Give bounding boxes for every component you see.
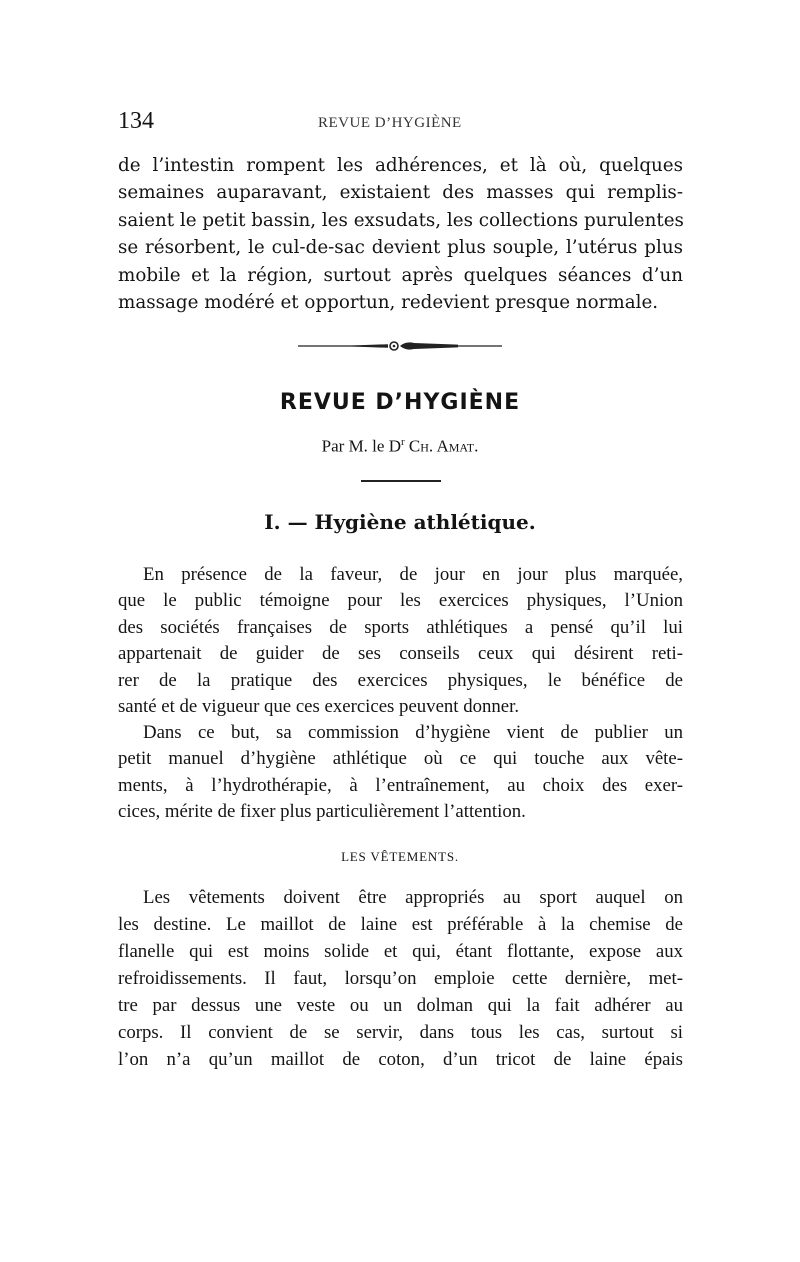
text-line: rer de la pratique des exercices physiques, le bénéfice de bbox=[118, 669, 683, 691]
byline-prefix: Par M. le D bbox=[321, 436, 401, 456]
subsection-heading: LES VÊTEMENTS. bbox=[341, 849, 459, 864]
text-line: des sociétés françaises de sports athlétiques a pensé qu’il lui bbox=[118, 616, 683, 638]
text-line: massage modéré et opportun, redevient presque normale. bbox=[118, 291, 659, 313]
paragraph-3 bbox=[118, 884, 683, 1073]
text-line: semaines auparavant, existaient des masses qui remplis- bbox=[118, 182, 683, 204]
author-name: Ch. Amat. bbox=[408, 436, 479, 456]
text-line: corps. Il convient de se servir, dans tous les cas, surtout si bbox=[118, 1022, 683, 1043]
running-title: REVUE D’HYGIÈNE bbox=[318, 115, 462, 131]
intro-paragraph bbox=[118, 152, 683, 316]
text-line: ments, à l’hydrothérapie, à l’entraînement, au choix des exer- bbox=[118, 774, 683, 796]
text-line: En présence de la faveur, de jour en jour plus marquée, bbox=[143, 564, 683, 585]
paragraph-2 bbox=[118, 720, 683, 826]
page-number: 134 bbox=[118, 108, 154, 134]
text-line: l’on n’a qu’un maillot de coton, d’un tricot de laine épais bbox=[118, 1049, 683, 1070]
text-line: appartenait de guider de ses conseils ceux qui désirent reti- bbox=[118, 643, 683, 665]
text-line: santé et de vigueur que ces exercices peuvent donner. bbox=[118, 695, 520, 717]
text-line: mobile et la région, surtout après quelques séances d’un bbox=[118, 264, 683, 286]
text-line: flanelle qui est moins solide et qui, étant flottante, expose aux bbox=[118, 941, 683, 962]
text-line: de l’intestin rompent les adhérences, et là où, quelques bbox=[118, 155, 683, 176]
article-title: REVUE D’HYGIÈNE bbox=[279, 390, 521, 415]
text-line: cices, mérite de fixer plus particulièrement l’attention. bbox=[118, 801, 526, 823]
text-line: se résorbent, le cul-de-sac devient plus souple, l’utérus plus bbox=[118, 237, 683, 259]
text-line: refroidissements. Il faut, lorsqu’on emploie cette dernière, met- bbox=[118, 968, 683, 989]
ornamental-divider bbox=[298, 339, 502, 353]
text-line: que le public témoigne pour les exercices physiques, l’Union bbox=[118, 590, 683, 612]
title-rule bbox=[361, 480, 441, 482]
text-line: petit manuel d’hygiène athlétique où ce qui touche aux vête- bbox=[118, 748, 683, 770]
article-byline bbox=[0, 436, 800, 457]
paragraph-1 bbox=[118, 562, 683, 720]
text-line: Dans ce but, sa commission d’hygiène vient de publier un bbox=[143, 722, 683, 743]
text-line: tre par dessus une veste ou un dolman qui la fait adhérer au bbox=[118, 995, 683, 1016]
byline-superscript: r bbox=[400, 436, 405, 448]
text-line: Les vêtements doivent être appropriés au sport auquel on bbox=[143, 887, 683, 908]
running-head bbox=[118, 108, 683, 138]
text-line: saient le petit bassin, les exsudats, les collections purulentes bbox=[118, 209, 684, 231]
section-heading: I. — Hygiène athlétique. bbox=[264, 510, 536, 534]
text-line: les destine. Le maillot de laine est préférable à la chemise de bbox=[118, 914, 683, 935]
